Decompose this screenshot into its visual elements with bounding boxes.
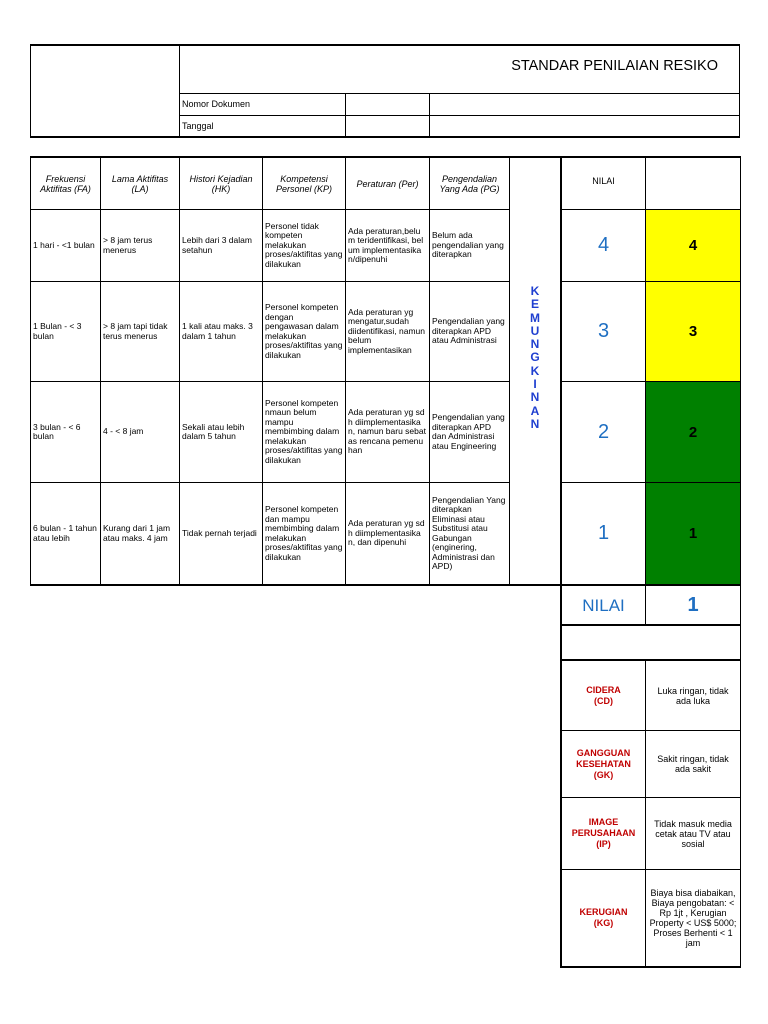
severity-label: GANGGUAN KESEHATAN (GK) [576, 747, 631, 780]
logo-box [31, 46, 179, 136]
table-row-cell-hk: Tidak pernah terjadi [182, 527, 257, 538]
col-header-pg: Pengendalian Yang Ada (PG) [439, 173, 500, 194]
table-row-cell-pg: Belum ada pengendalian yang diterapkan [432, 230, 504, 260]
nilai-value: 2 [688, 423, 698, 441]
col-header-per: Peraturan (Per) [356, 178, 419, 189]
table-row-cell-pg: Pengendalian yang diterapkan APD atau Administrasi [432, 316, 505, 346]
nilai-value: 4 [688, 237, 698, 254]
nomor-dokumen-label: Nomor Dokumen [182, 99, 251, 109]
table-row-cell-kp: Personel kompeten dan mampu membimbing dalam melakukan proses/aktifitas yang dilakukan [265, 504, 343, 562]
severity-desc: Luka ringan, tidak ada luka [657, 685, 729, 706]
table-row-cell-pg: Pengendalian Yang diterapkan Eliminasi atau Substitusi atau Gabungan (enginering, Administrasi dan APD) [432, 494, 506, 571]
nilai-value: 3 [688, 323, 698, 340]
table-row-cell-per: Ada peraturan yg sdh diimplementasikan, dan dipenuhi [348, 518, 425, 548]
likelihood-score: 4 [597, 234, 610, 256]
table-row-cell-hk: 1 kali atau maks. 3 dalam 1 tahun [182, 321, 253, 341]
table-row-cell-hk: Sekali atau lebih dalam 5 tahun [182, 421, 245, 441]
col-header-la: Lama Aktifitas (LA) [111, 173, 169, 194]
table-row-cell-fa: 1 hari - <1 bulan [33, 239, 95, 250]
table-row-cell-la: Kurang dari 1 jam atau maks. 4 jam [103, 523, 171, 543]
table-row-cell-fa: 3 bulan - < 6 bulan [33, 421, 81, 441]
likelihood-score: 1 [597, 522, 610, 544]
likelihood-score: 3 [597, 320, 610, 342]
table-row-cell-la: > 8 jam terus menerus [103, 235, 153, 255]
nilai-value: 1 [688, 525, 698, 542]
tanggal-label: Tanggal [182, 121, 214, 131]
severity-label: KERUGIAN (KG) [579, 907, 628, 928]
severity-desc: Tidak masuk media cetak atau TV atau sosial [654, 818, 732, 849]
table-row-cell-kp: Personel kompeten dengan pengawasan dalam melakukan proses/aktifitas yang dilakukan [265, 302, 343, 360]
severity-desc: Biaya bisa diabaikan, Biaya pengobatan: < Rp 1jt , Kerugian Property < US$ 5000; Proses Berhenti < 1 jam [649, 888, 737, 948]
table-row-cell-per: Ada peraturan yg mengatur,sudah diidentifikasi, namun belum implementasikan [348, 306, 426, 355]
col-header-hk: Histori Kejadian (HK) [189, 173, 253, 194]
tanggal-value[interactable] [430, 116, 739, 137]
table-row-cell-la: 4 - < 8 jam [103, 426, 144, 437]
severity-label: CIDERA (CD) [586, 684, 621, 706]
table-row-cell-la: > 8 jam tapi tidak terus menerus [103, 321, 168, 341]
table-row-cell-kp: Personel tidak kompeten melakukan proses/aktifitas yang dilakukan [265, 220, 343, 269]
table-row-cell-pg: Pengendalian yang diterapkan APD dan Administrasi atau Engineering [432, 412, 505, 451]
table-row-cell-fa: 1 Bulan - < 3 bulan [33, 321, 82, 341]
page-title: STANDAR PENILAIAN RESIKO [511, 58, 718, 74]
table-row-cell-fa: 6 bulan - 1 tahun atau lebih [33, 523, 97, 543]
spacer-row [560, 626, 741, 660]
table-row-cell-per: Ada peraturan,belum teridentifikasi, belum implementasikan/dipenuhi [348, 225, 424, 264]
nomor-dokumen-value[interactable] [430, 94, 739, 115]
kemungkinan-label: K E M U N G K I N A N [530, 284, 540, 431]
nilai-header: NILAI [592, 176, 615, 186]
table-row-cell-per: Ada peraturan yg sdh diimplementasikan, namun baru sebatas rencana pemenuhan [348, 407, 426, 456]
summary-nilai-value: 1 [687, 594, 699, 616]
col-header-fa: Frekuensi Aktifitas (FA) [40, 173, 91, 194]
severity-label: IMAGE PERUSAHAAN (IP) [571, 817, 636, 849]
col-header-kp: Kompetensi Personel (KP) [275, 173, 333, 194]
table-row-cell-kp: Personel kompeten nmaun belum mampu membimbing dalam melakukan proses/aktifitas yang dilakukan [265, 397, 343, 465]
severity-desc: Sakit ringan, tidak ada sakit [657, 754, 729, 774]
summary-nilai-label: NILAI [582, 595, 625, 615]
likelihood-score: 2 [597, 420, 610, 443]
table-row-cell-hk: Lebih dari 3 dalam setahun [182, 235, 252, 255]
